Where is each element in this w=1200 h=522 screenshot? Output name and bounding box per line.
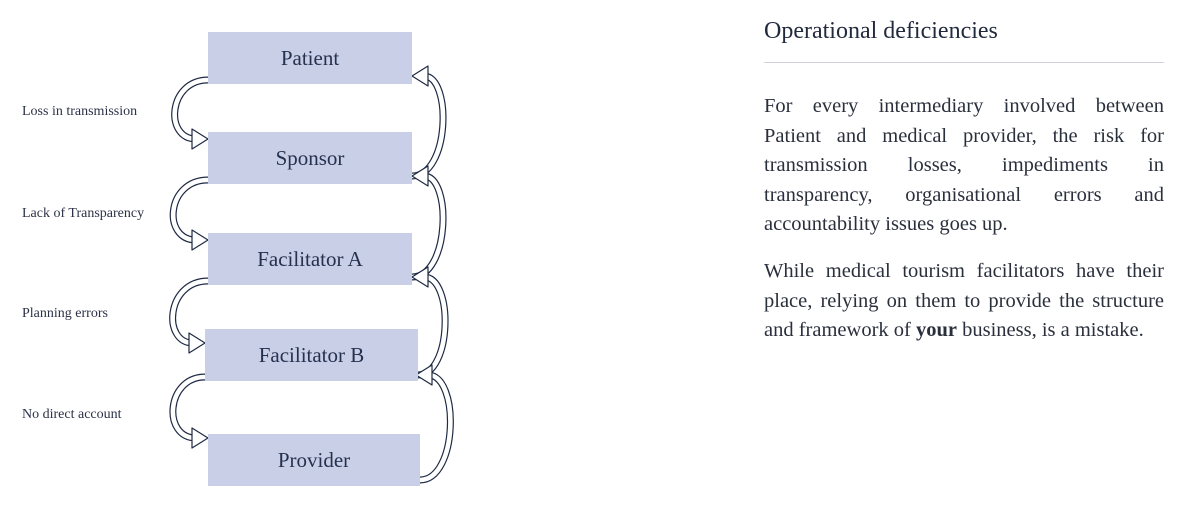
node-facilitator-a-label: Facilitator A	[257, 246, 363, 271]
node-sponsor-label: Sponsor	[275, 145, 345, 170]
loss-label-transmission: Loss in transmission	[22, 104, 138, 119]
panel-title: Operational deficiencies	[764, 18, 998, 44]
left-arrow-3	[173, 281, 208, 353]
title-divider	[764, 62, 1164, 63]
right-arrow-1	[412, 66, 443, 176]
node-facilitator-b-label: Facilitator B	[258, 342, 365, 367]
node-provider	[208, 434, 420, 486]
node-facilitator-b	[205, 329, 418, 381]
right-arrow-4	[416, 365, 450, 480]
left-arrow-2	[173, 180, 208, 250]
loss-label-planning: Planning errors	[22, 306, 108, 321]
paragraph-facilitators	[764, 257, 1164, 346]
left-arrow-1	[175, 80, 208, 149]
right-arrow-2	[412, 166, 443, 277]
node-patient-label: Patient	[280, 45, 340, 70]
loss-label-account: No direct account	[22, 407, 122, 422]
paragraph-facilitators-tail: business, is a mistake.	[956, 319, 1144, 341]
node-provider-label: Provider	[277, 447, 351, 472]
node-patient	[208, 32, 412, 84]
left-arrow-4	[173, 377, 208, 448]
node-sponsor	[208, 132, 412, 184]
paragraph-facilitators-text: While medical tourism facilitators have their place, relying on them to provide the structure and framework of	[764, 260, 1164, 341]
paragraph-intermediaries: For every intermediary involved between Patient and medical provider, the risk for transmission losses, impediments in transparency, organisational errors and accountability issues goes up.	[764, 95, 1164, 235]
loss-label-transparency: Lack of Transparency	[22, 206, 145, 221]
paragraph-facilitators-emphasis: your	[915, 319, 957, 341]
node-facilitator-a	[208, 233, 412, 285]
